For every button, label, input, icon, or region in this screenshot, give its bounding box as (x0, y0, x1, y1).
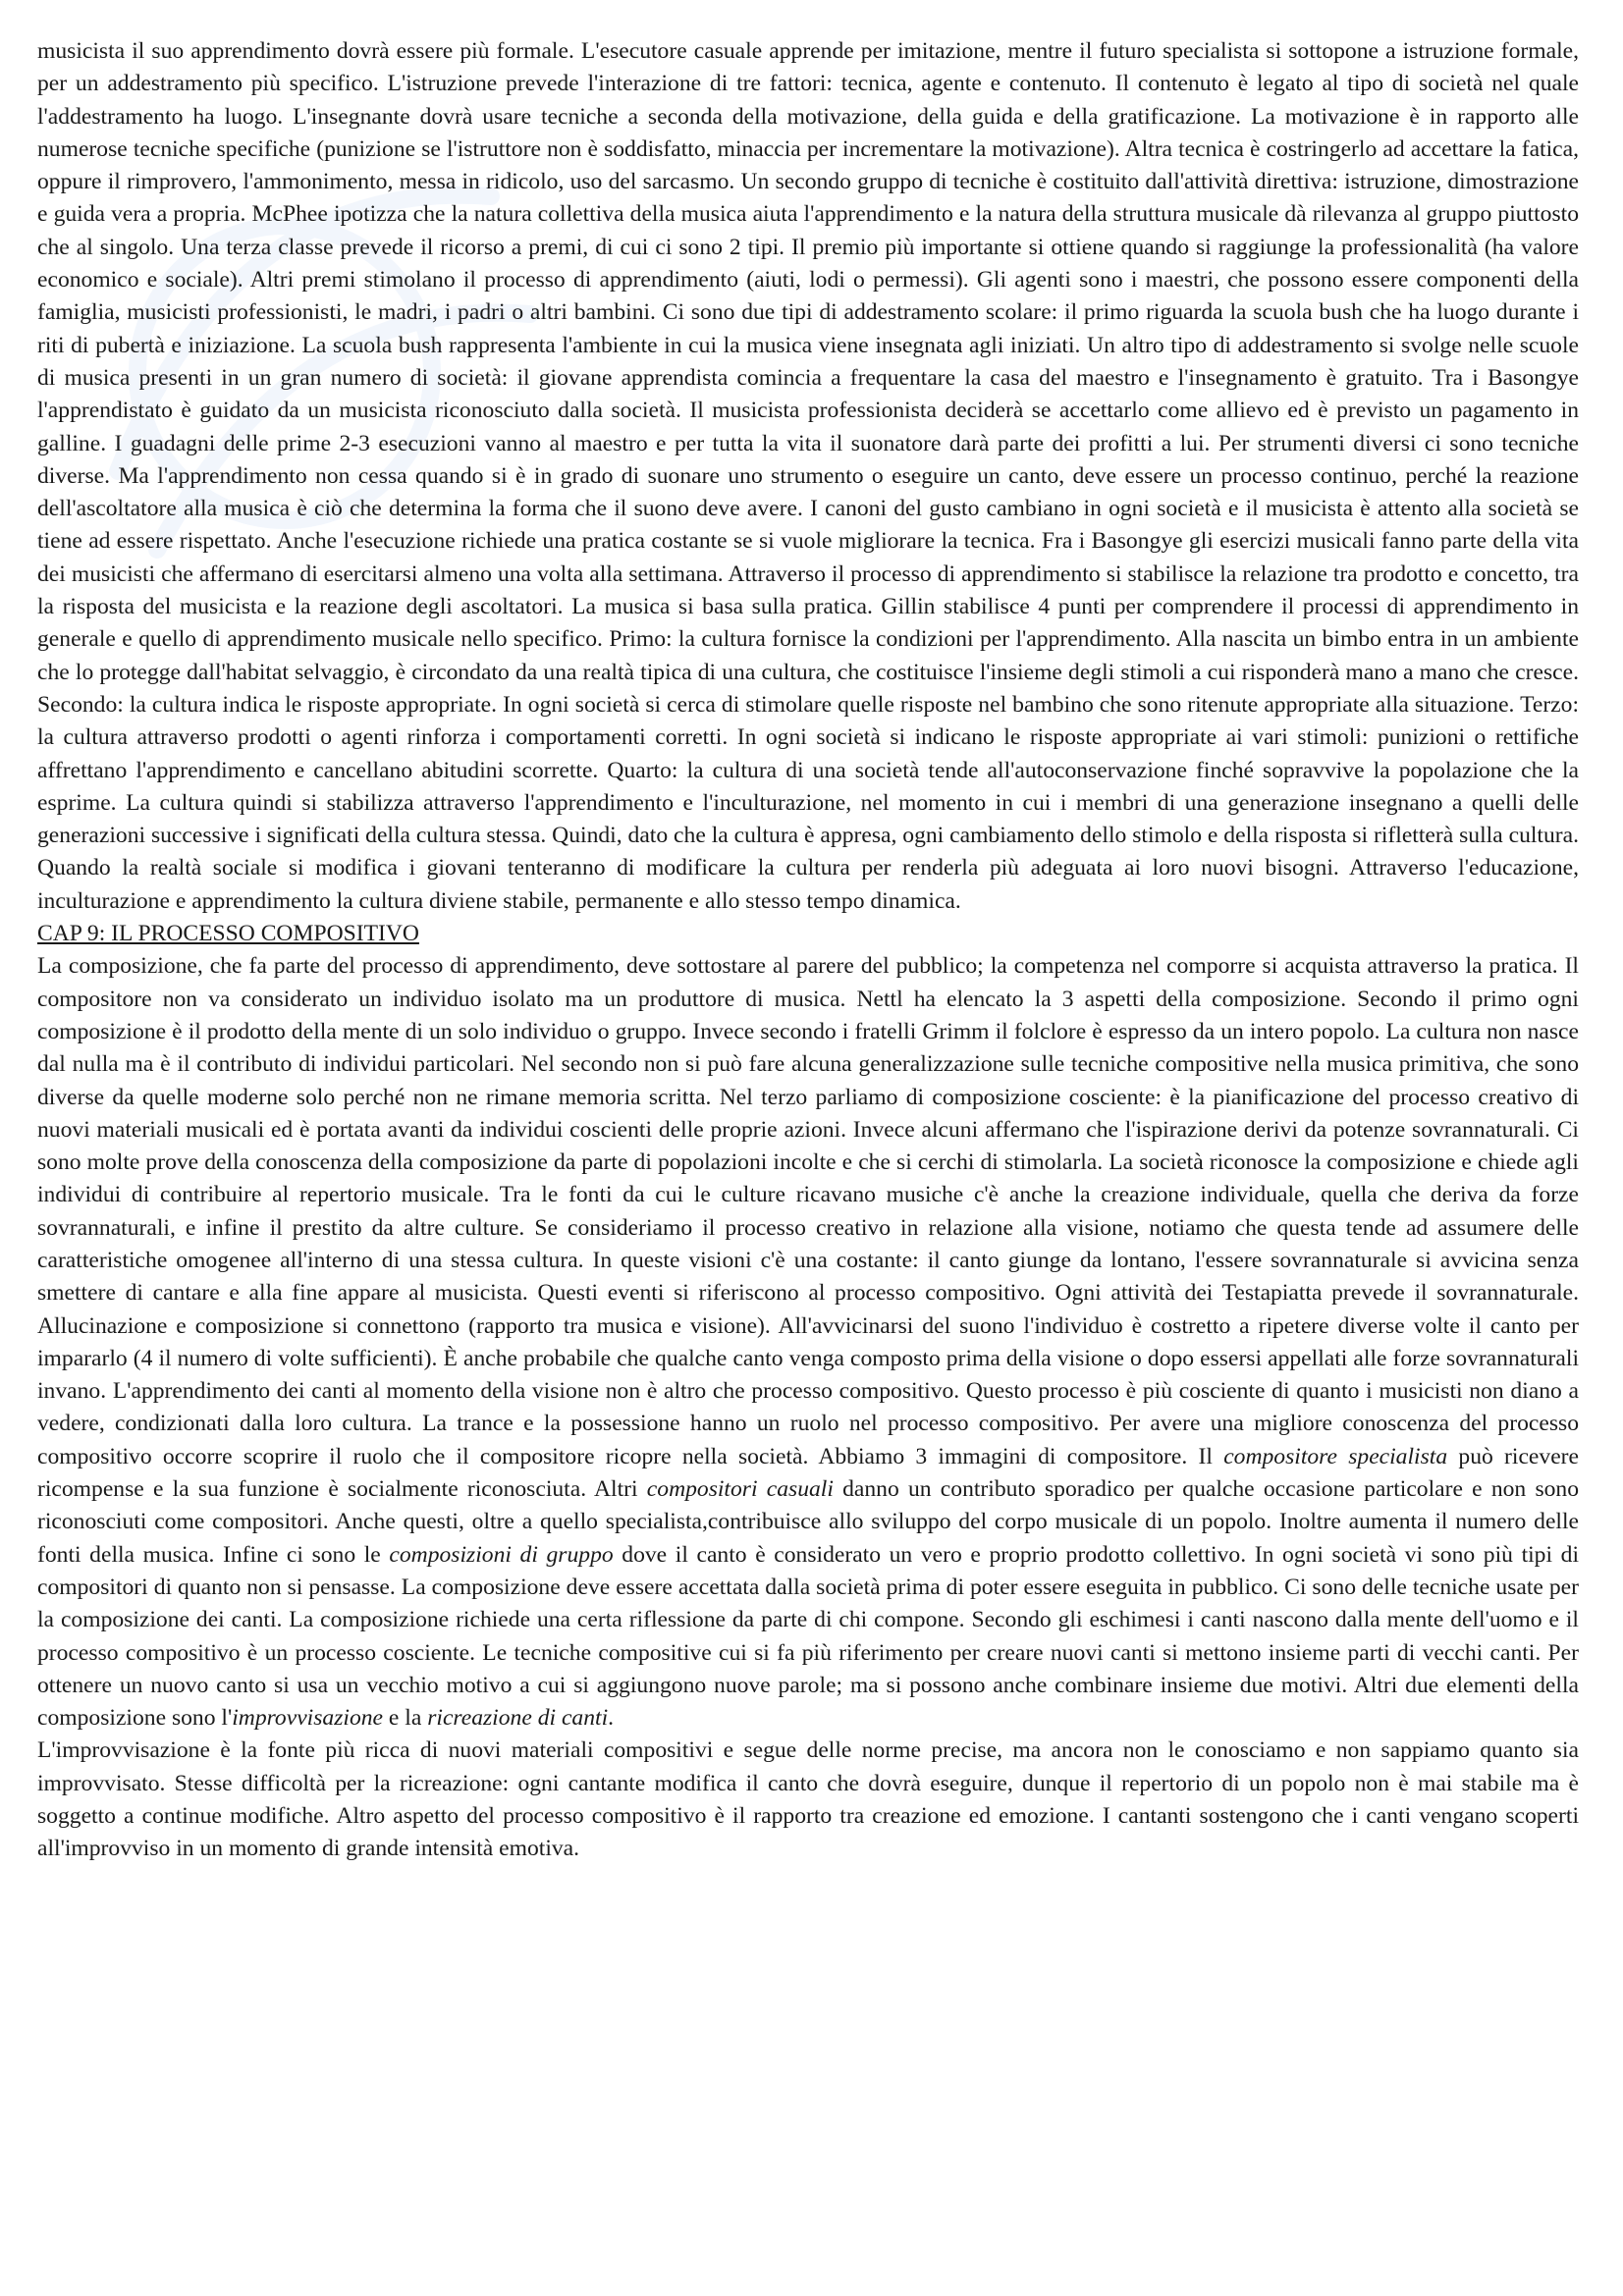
document-page (37, 35, 1579, 1866)
text-span: danno un contributo sporadico per qualche occasione particolare e non sono riconosciuti come compositori. Anche questi, oltre a quello specialista,contribuisce allo sviluppo del corpo musicale di un popolo. Inoltre aumenta il numero delle fonti della musica. Infine ci sono le (37, 1476, 1580, 1568)
paragraph-improvvisazione: L'improvvisazione è la fonte più ricca di nuovi materiali compositivi e segue delle norme precise, ma ancora non le conosciamo e non sappiamo quanto sia improvvisato. Stesse difficoltà per la ricreazione: ogni cantante modifica il canto che dovrà eseguire, dunque il repertorio di un popolo non è mai stabile ma è soggetto a continue modifiche. Altro aspetto del processo compositivo è il rapporto tra creazione ed emozione. I cantanti sostengono che i canti vengano scoperti all'improvviso in un momento di grande intensità emotiva. (37, 1737, 1579, 1862)
text-span: può ricevere ricompense e la sua funzione è socialmente riconosciuta. Altri (37, 1443, 1579, 1503)
italic-term: compositori casuali (646, 1476, 834, 1503)
text-span: . (608, 1705, 615, 1732)
italic-term: improvvisazione (232, 1705, 384, 1732)
italic-term: ricreazione di canti (427, 1705, 609, 1732)
paragraph-apprendimento: musicista il suo apprendimento dovrà essere più formale. L'esecutore casuale apprende per imitazione, mentre il futuro specialista si sottopone a istruzione formale, per un addestramento più specifico. L'istruzione prevede l'interazione di tre fattori: tecnica, agente e contenuto. Il contenuto è legato al tipo di società nel quale l'addestramento ha luogo. L'insegnante dovrà usare tecniche a seconda della motivazione, della guida e della gratificazione. La motivazione è in rapporto alle numerose tecniche specifiche (punizione se l'istruttore non è soddisfatto, minaccia per incrementare la motivazione). Altra tecnica è costringerlo ad accettare la fatica, oppure il rimprovero, l'ammonimento, messa in ridicolo, uso del sarcasmo. Un secondo gruppo di tecniche è costituito dall'attività direttiva: istruzione, dimostrazione e guida vera a propria. McPhee ipotizza che la natura collettiva della musica aiuta l'apprendimento e la natura della struttura musicale dà rilevanza al gruppo piuttosto che al singolo. Una terza classe prevede il ricorso a premi, di cui ci sono 2 tipi. Il premio più importante si ottiene quando si raggiunge la professionalità (ha valore economico e sociale). Altri premi stimolano il processo di apprendimento (aiuti, lodi o permessi). Gli agenti sono i maestri, che possono essere componenti della famiglia, musicisti professionisti, le madri, i padri o altri bambini. Ci sono due tipi di addestramento scolare: il primo riguarda la scuola bush che ha luogo durante i riti di pubertà e iniziazione. La scuola bush rappresenta l'ambiente in cui la musica viene insegnata agli iniziati. Un altro tipo di addestramento si svolge nelle scuole di musica presenti in un gran numero di società: il giovane apprendista comincia a frequentare la casa del maestro e l'insegnamento è gratuito. Tra i Basongye l'apprendistato è guidato da un musicista riconosciuto dalla società. Il musicista professionista deciderà se accettarlo come allievo ed è previsto un pagamento in galline. I guadagni delle prime 2-3 esecuzioni vanno al maestro e per tutta la vita il suonatore darà parte dei profitti a lui. Per strumenti diversi ci sono tecniche diverse. Ma l'apprendimento non cessa quando si è in grado di suonare uno strumento o eseguire un canto, deve essere un processo continuo, perché la reazione dell'ascoltatore alla musica è ciò che determina la forma che il suono deve avere. I canoni del gusto cambiano in ogni società e il musicista è attento alla società se tiene ad essere rispettato. Anche l'esecuzione richiede una pratica costante se si vuole migliorare la tecnica. Fra i Basongye gli esercizi musicali fanno parte della vita dei musicisti che affermano di esercitarsi almeno una volta alla settimana. Attraverso il processo di apprendimento si stabilisce la relazione tra prodotto e concetto, tra la risposta del musicista e la reazione degli ascoltatori. La musica si basa sulla pratica. Gillin stabilisce 4 punti per comprendere il processi di apprendimento in generale e quello di apprendimento musicale nello specifico. Primo: la cultura fornisce la condizioni per l'apprendimento. Alla nascita un bimbo entra in un ambiente che lo protegge dall'habitat selvaggio, è circondato da una realtà tipica di una cultura, che costituisce l'insieme degli stimoli a cui risponderà mano a mano che cresce. Secondo: la cultura indica le risposte appropriate. In ogni società si cerca di stimolare quelle risposte nel bambino che sono ritenute appropriate alla situazione. Terzo: la cultura attraverso prodotti o agenti rinforza i comportamenti corretti. In ogni società si indicano le risposte appropriate ai vari stimoli: punizioni o rettifiche affrettano l'apprendimento e cancellano abitudini scorrette. Quarto: la cultura di una società tende all'autoconservazione finché sopravvive la popolazione che la esprime. La cultura quindi si stabilizza attraverso l'apprendimento e l'inculturazione, nel momento in cui i membri di una generazione insegnano a quelli delle generazioni successive i significati della cultura stessa. Quindi, dato che la cultura è appresa, ogni cambiamento dello stimolo e della risposta si rifletterà sulla cultura. Quando la realtà sociale si modifica i giovani tenteranno di modificare la cultura per renderla più adeguata ai loro nuovi bisogni. Attraverso l'educazione, inculturazione e apprendimento la cultura diviene stabile, permanente e allo stesso tempo dinamica. (37, 38, 1579, 914)
italic-term: compositore specialista (1223, 1443, 1448, 1469)
text-span: e la (383, 1705, 428, 1732)
italic-term: composizioni di gruppo (389, 1541, 614, 1568)
paragraph-composizione (37, 950, 1579, 1735)
text-span: La composizione, che fa parte del processo di apprendimento, deve sottostare al parere del pubblico; la competenza nel comporre si acquista attraverso la pratica. Il compositore non va considerato un individuo isolato ma un produttore di musica. Nettl ha elencato la 3 aspetti della composizione. Secondo il primo ogni composizione è il prodotto della mente di un solo individuo o gruppo. Invece secondo i fratelli Grimm il folclore è espresso da un intero popolo. La cultura non nasce dal nulla ma è il contributo di individui particolari. Nel secondo non si può fare alcuna generalizzazione sulle tecniche compositive nella musica primitiva, che sono diverse da quelle moderne solo perché non ne rimane memoria scritta. Nel terzo parliamo di composizione cosciente: è la pianificazione del processo creativo di nuovi materiali musicali ed è portata avanti da individui coscienti delle proprie azioni. Invece alcuni affermano che l'ispirazione derivi da potenze sovrannaturali. Ci sono molte prove della conoscenza della composizione da parte di popolazioni incolte e che si cerchi di stimolarla. La società riconosce la composizione e chiede agli individui di contribuire al repertorio musicale. Tra le fonti da cui le culture ricavano musiche c'è anche la creazione individuale, quella che deriva da forze sovrannaturali, e infine il prestito da altre culture. Se consideriamo il processo creativo in relazione alla visione, notiamo che questa tende ad assumere delle caratteristiche omogenee all'interno di una stessa cultura. In queste visioni c'è una costante: il canto giunge da lontano, l'essere sovrannaturale si avvicina senza smettere di cantare e alla fine appare al musicista. Questi eventi si riferiscono al processo compositivo. Ogni attività dei Testapiatta prevede il sovrannaturale. Allucinazione e composizione si connettono (rapporto tra musica e visione). All'avvicinarsi del suono l'individuo è costretto a ripetere diverse volte il canto per impararlo (4 il numero di volte sufficienti). È anche probabile che qualche canto venga composto prima della visione o dopo essersi appellati alle forze sovrannaturali invano. L'apprendimento dei canti al momento della visione non è altro che processo compositivo. Questo processo è più cosciente di quanto i musicisti non diano a vedere, condizionati dalla loro cultura. La trance e la possessione hanno un ruolo nel processo compositivo. Per avere una migliore conoscenza del processo compositivo occorre scoprire il ruolo che il compositore ricopre nella società. Abbiamo 3 immagini di compositore. Il (37, 953, 1579, 1469)
chapter-heading: CAP 9: IL PROCESSO COMPOSITIVO (37, 921, 419, 947)
text-span: dove il canto è considerato un vero e proprio prodotto collettivo. In ogni società vi sono più tipi di compositori di quanto non si pensasse. La composizione deve essere accettata dalla società prima di poter essere eseguita in pubblico. Ci sono delle tecniche usate per la composizione dei canti. La composizione richiede una certa riflessione da parte di chi compone. Secondo gli eschimesi i canti nascono dalla mente dell'uomo e il processo compositivo è un processo cosciente. Le tecniche compositive cui si fa più riferimento per creare nuovi canti si mettono insieme parti di vecchi canti. Per ottenere un nuovo canto si usa un vecchio motivo a cui si aggiungono nuove parole; ma si possono anche combinare insieme due motivi. Altri due elementi della composizione sono l' (37, 1541, 1580, 1732)
